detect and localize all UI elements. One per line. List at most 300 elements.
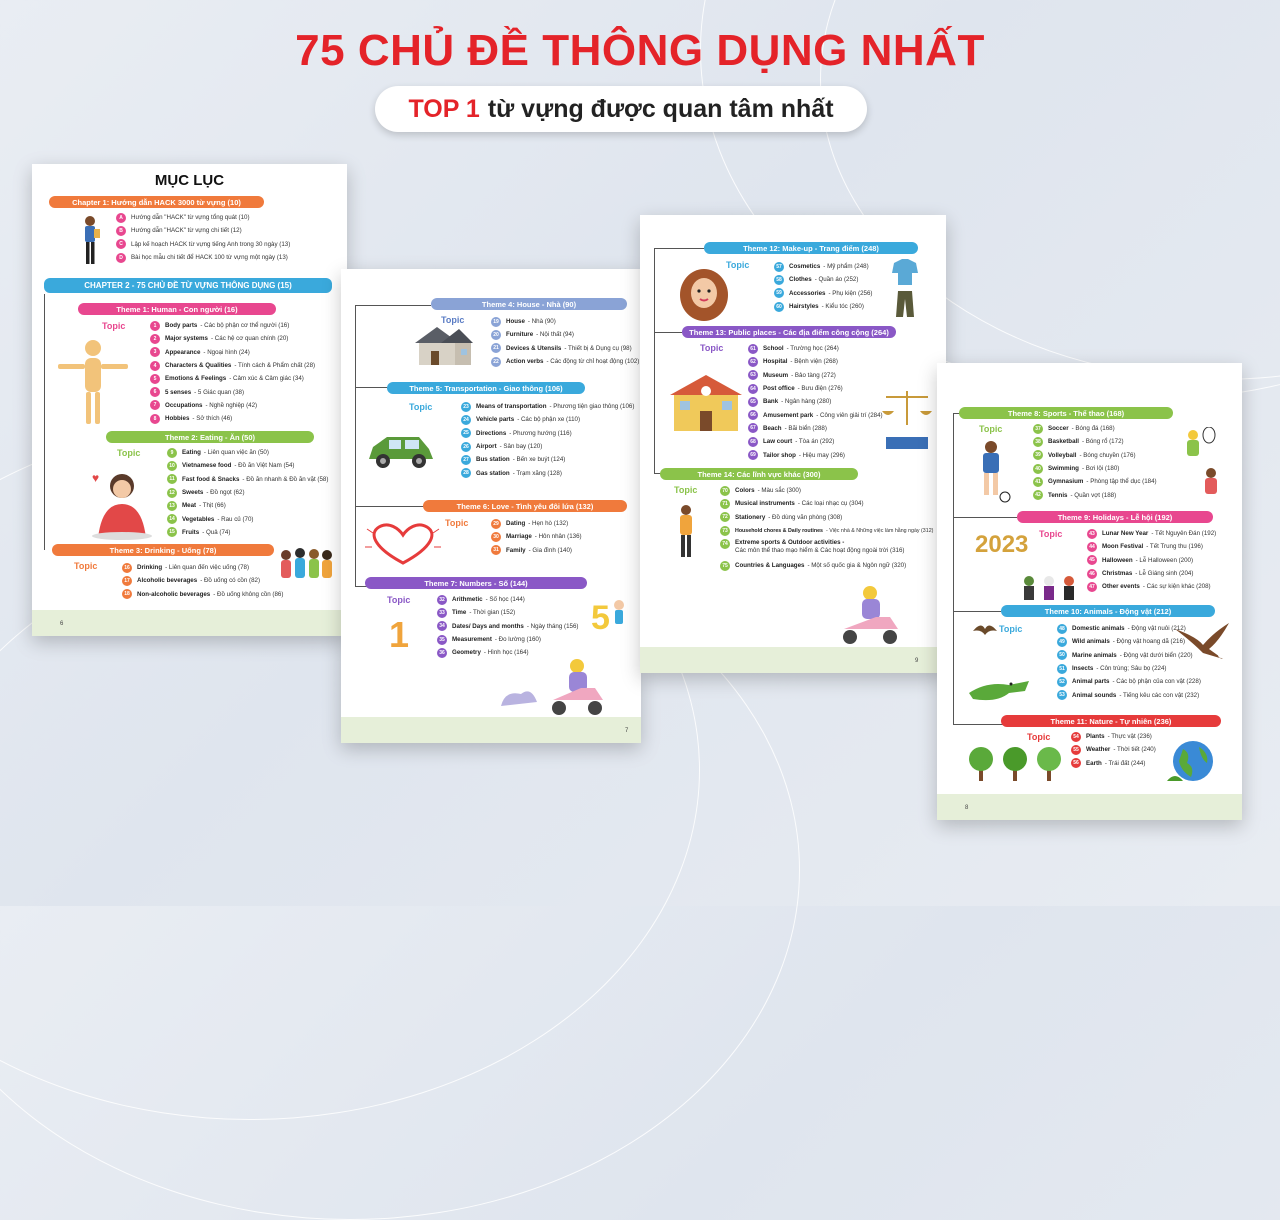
topic-item[interactable] <box>122 574 283 587</box>
page-title: 75 CHỦ ĐỀ THÔNG DỤNG NHẤT <box>295 26 985 75</box>
item-number-badge: 34 <box>437 621 447 631</box>
item-number-badge: 5 <box>150 374 160 384</box>
topic-item[interactable] <box>122 588 283 601</box>
chapter1-item[interactable] <box>116 251 290 264</box>
topic-label: Topic <box>441 315 465 325</box>
item-desc: - Tết Trung thu (196) <box>1146 543 1203 551</box>
topic-item[interactable] <box>1057 688 1201 701</box>
chapter1-header: Chapter 1: Hướng dẫn HACK 3000 từ vựng (10) <box>49 196 264 208</box>
topic-item[interactable] <box>491 355 639 368</box>
item-title: Cosmetics <box>789 263 821 271</box>
earth-globe-illustration <box>1165 737 1217 787</box>
topic-item[interactable] <box>1033 422 1157 435</box>
school-building-illustration <box>668 373 744 435</box>
item-desc: - Bưu điện (276) <box>797 385 843 393</box>
item-desc: - Tính cách & Phẩm chất (28) <box>234 362 316 370</box>
item-number-badge: 69 <box>748 450 758 460</box>
item-title: Law court <box>763 438 793 446</box>
topic-item[interactable] <box>150 412 315 425</box>
item-title: Earth <box>1086 759 1102 767</box>
item-number-badge: 20 <box>491 330 501 340</box>
item-title: Action verbs <box>506 358 544 366</box>
item-desc: - Thiết bị & Dụng cụ (98) <box>564 344 632 352</box>
chapter1-item[interactable] <box>116 238 290 251</box>
topic-item[interactable] <box>150 346 315 359</box>
student-illustration <box>78 214 102 270</box>
item-number-badge: 26 <box>461 442 471 452</box>
clothes-illustration <box>890 259 920 319</box>
topic-label: Topic <box>1039 529 1063 539</box>
topic-item[interactable] <box>774 287 873 300</box>
item-desc: - Các hệ cơ quan chính (20) <box>211 335 289 343</box>
item-number-badge: 70 <box>720 486 730 496</box>
item-desc: - Hôn nhân (136) <box>534 533 582 541</box>
item-desc: - Bơi lội (180) <box>1081 465 1120 473</box>
item-title: Tailor shop <box>763 451 796 459</box>
item-desc: - Côn trùng; Sâu bọ (224) <box>1096 665 1167 673</box>
topic-item[interactable] <box>748 448 883 461</box>
item-title: Halloween <box>1102 556 1133 564</box>
topic-label: Topic <box>999 624 1023 634</box>
item-title: Christmas <box>1102 570 1133 578</box>
number-five-illustration <box>589 595 629 635</box>
law-scale-illustration <box>880 385 934 451</box>
item-desc: - Phụ kiện (256) <box>828 289 873 297</box>
topic-label: Topic <box>1027 732 1051 742</box>
item-desc: - Bến xe buýt (124) <box>512 456 566 464</box>
topic-item[interactable] <box>1087 554 1216 567</box>
item-title: Alcoholic beverages <box>137 577 198 585</box>
item-desc: - Quần vợt (188) <box>1070 491 1117 499</box>
item-title: Extreme sports & Outdoor activities - <box>735 539 845 547</box>
item-desc: - Đồ ăn nhanh & Đồ ăn vặt (58) <box>242 475 329 483</box>
item-desc: - Bảo tàng (272) <box>791 371 836 379</box>
topic-item[interactable] <box>461 413 634 426</box>
theme11-header: Theme 11: Nature - Tự nhiên (236) <box>1001 715 1221 727</box>
theme2-list <box>167 446 328 539</box>
topic-item[interactable] <box>150 372 315 385</box>
item-text: Bài học mẫu chi tiết để HACK 100 từ vựng một ngày (13) <box>131 254 288 262</box>
item-number-badge: 73 <box>720 526 730 536</box>
theme9-list <box>1087 527 1216 593</box>
topic-item[interactable] <box>748 369 883 382</box>
theme1-header: Theme 1: Human - Con người (16) <box>78 303 276 315</box>
car-illustration <box>365 429 437 473</box>
item-desc: - Tòa án (292) <box>795 438 835 446</box>
item-title: Family <box>506 546 526 554</box>
item-title: Stationery <box>735 513 766 521</box>
book-page-8 <box>937 363 1242 820</box>
tree-line <box>654 332 682 333</box>
item-number-badge: 56 <box>1071 758 1081 768</box>
item-title: Hospital <box>763 358 788 366</box>
tree-line <box>355 305 431 306</box>
item-title: Directions <box>476 429 507 437</box>
item-desc: - Các bộ phận cơ thể người (16) <box>200 322 290 330</box>
topic-item[interactable] <box>720 511 933 524</box>
theme5-header: Theme 5: Transportation - Giao thông (106) <box>387 382 585 394</box>
theme8-list <box>1033 422 1157 502</box>
scooter-rider-illustration <box>491 654 611 718</box>
item-number-badge: 44 <box>1087 542 1097 552</box>
page-footer <box>640 647 946 673</box>
item-title: Colors <box>735 487 755 495</box>
topic-item[interactable] <box>167 486 328 499</box>
item-desc: - Các loại nhạc cụ (304) <box>797 500 864 508</box>
subtitle-pill <box>375 86 867 132</box>
topic-item[interactable] <box>150 359 315 372</box>
item-number-badge: C <box>116 239 126 249</box>
page-footer <box>937 794 1242 820</box>
item-title: Clothes <box>789 276 812 284</box>
item-number-badge: 58 <box>774 275 784 285</box>
item-desc: - Việc nhà & Những việc làm hằng ngày (312) <box>826 527 934 534</box>
topic-item[interactable] <box>1087 527 1216 540</box>
topic-item[interactable] <box>167 499 328 512</box>
topic-item[interactable] <box>491 517 582 530</box>
item-title: Beach <box>763 424 782 432</box>
item-desc: - Số học (144) <box>485 596 525 604</box>
page-footer <box>341 717 641 743</box>
topic-item[interactable] <box>1087 540 1216 553</box>
item-number-badge: 65 <box>748 397 758 407</box>
item-title: Emotions & Feelings <box>165 375 227 383</box>
item-desc: - Liên quan đến việc uống (78) <box>165 564 250 572</box>
item-title: Arithmetic <box>452 596 483 604</box>
item-desc: - Bãi biển (288) <box>784 424 827 432</box>
topic-item[interactable] <box>1033 435 1157 448</box>
topic-item[interactable] <box>1071 743 1156 756</box>
topic-item[interactable] <box>491 544 582 557</box>
topic-item[interactable] <box>1057 662 1201 675</box>
topic-label: Topic <box>726 260 750 270</box>
item-number-badge: 11 <box>167 474 177 484</box>
theme4-header: Theme 4: House - Nhà (90) <box>431 298 627 310</box>
topic-item[interactable] <box>720 524 933 537</box>
item-number-badge: 45 <box>1087 555 1097 565</box>
item-number-badge: 47 <box>1087 582 1097 592</box>
item-number-badge: 25 <box>461 428 471 438</box>
item-desc: - Đồ ngọt (62) <box>206 489 245 497</box>
topic-item[interactable] <box>461 453 634 466</box>
topic-item[interactable] <box>167 526 328 539</box>
soccer-player-illustration <box>971 439 1011 503</box>
topic-item[interactable] <box>437 593 578 606</box>
item-desc: - Lễ Halloween (200) <box>1135 556 1194 564</box>
topic-item[interactable] <box>748 395 883 408</box>
item-desc: - Phòng tập thể dục (184) <box>1086 478 1157 486</box>
item-title: Occupations <box>165 401 203 409</box>
item-desc: - Đồ uống có cồn (82) <box>200 577 261 585</box>
topic-item[interactable] <box>437 620 578 633</box>
topic-label: Topic <box>700 343 724 353</box>
book-page-9 <box>640 215 946 673</box>
item-desc: - Ngoại hình (24) <box>203 348 250 356</box>
tennis-kids-illustration <box>1177 427 1229 503</box>
topic-item[interactable] <box>167 459 328 472</box>
item-title: Post office <box>763 385 795 393</box>
item-number-badge: 74 <box>720 539 730 549</box>
item-number-badge: 3 <box>150 347 160 357</box>
topic-item[interactable] <box>720 559 933 572</box>
item-desc: - Thời gian (152) <box>469 609 516 617</box>
topic-item[interactable] <box>491 315 639 328</box>
item-desc: - Các bộ phận xe (110) <box>517 416 581 424</box>
item-number-badge: 55 <box>1071 745 1081 755</box>
item-number-badge: 28 <box>461 468 471 478</box>
item-number-badge: 21 <box>491 343 501 353</box>
item-number-badge: 60 <box>774 302 784 312</box>
item-number-badge: 33 <box>437 608 447 618</box>
item-number-badge: 57 <box>774 262 784 272</box>
item-number-badge: 40 <box>1033 464 1043 474</box>
item-desc: - Bóng đá (168) <box>1071 425 1115 433</box>
item-desc: - Hẹn hò (132) <box>528 520 569 528</box>
item-title: Marriage <box>506 533 532 541</box>
tree-line <box>953 517 1017 518</box>
heart-illustration <box>363 519 443 567</box>
topic-item[interactable] <box>1071 730 1156 743</box>
item-desc: - Kiểu tóc (260) <box>821 303 864 311</box>
item-number-badge: 1 <box>150 321 160 331</box>
topic-item[interactable] <box>1033 449 1157 462</box>
topic-item[interactable] <box>122 561 283 574</box>
person-illustration <box>672 503 700 561</box>
topic-item[interactable] <box>1071 757 1156 770</box>
topic-item[interactable] <box>720 537 933 559</box>
topic-item[interactable] <box>461 400 634 413</box>
item-desc: - Quả (74) <box>202 528 231 536</box>
page-number: 9 <box>915 658 919 664</box>
topic-item[interactable] <box>1087 580 1216 593</box>
topic-item[interactable] <box>1033 475 1157 488</box>
item-title: Means of transportation <box>476 403 547 411</box>
item-title: School <box>763 345 784 353</box>
item-number-badge: 6 <box>150 387 160 397</box>
item-number-badge: 39 <box>1033 450 1043 460</box>
item-number-badge: 71 <box>720 499 730 509</box>
item-number-badge: 16 <box>122 563 132 573</box>
item-desc: - 5 Giác quan (38) <box>194 388 245 396</box>
topic-item[interactable] <box>461 427 634 440</box>
item-desc: - Động vật hoang dã (216) <box>1112 638 1186 646</box>
item-desc: - Thực vật (236) <box>1107 733 1152 741</box>
item-text: Hướng dẫn "HACK" từ vựng tổng quát (10) <box>131 214 250 222</box>
topic-item[interactable] <box>1057 675 1201 688</box>
topic-item[interactable] <box>461 440 634 453</box>
item-title: Museum <box>763 371 789 379</box>
topic-label: Topic <box>979 424 1003 434</box>
topic-item[interactable] <box>748 408 883 421</box>
item-title: Vietnamese food <box>182 462 232 470</box>
chapter1-item[interactable] <box>116 224 290 237</box>
item-desc: - Phương hướng (116) <box>509 429 572 437</box>
topic-item[interactable] <box>748 382 883 395</box>
item-title: Geometry <box>452 649 481 657</box>
theme13-list <box>748 342 883 462</box>
topic-item[interactable] <box>1033 462 1157 475</box>
book-page-6 <box>32 164 347 636</box>
item-title: Dating <box>506 520 526 528</box>
item-number-badge: 63 <box>748 370 758 380</box>
item-number-badge: D <box>116 253 126 263</box>
item-desc: - Lễ Giáng sinh (204) <box>1135 570 1194 578</box>
theme9-header: Theme 9: Holidays - Lễ hội (192) <box>1017 511 1213 523</box>
subtitle-highlight: TOP 1 <box>408 94 480 123</box>
topic-item[interactable] <box>720 497 933 510</box>
topic-label: Topic <box>74 561 98 571</box>
item-desc: - Hình học (164) <box>483 649 529 657</box>
item-title: Furniture <box>506 331 534 339</box>
topic-item[interactable] <box>461 466 634 479</box>
topic-item[interactable] <box>748 435 883 448</box>
theme6-header: Theme 6: Love - Tình yêu đôi lứa (132) <box>423 500 627 512</box>
topic-item[interactable] <box>491 530 582 543</box>
topic-item[interactable] <box>437 606 578 619</box>
theme1-list <box>150 319 315 425</box>
item-desc: - Nhà (90) <box>527 318 556 326</box>
item-number-badge: 10 <box>167 461 177 471</box>
item-title: Vegetables <box>182 515 215 523</box>
item-desc: - Trái đất (244) <box>1104 759 1146 767</box>
item-title: Countries & Languages <box>735 562 805 570</box>
woman-face-illustration <box>678 267 730 323</box>
item-number-badge: 7 <box>150 400 160 410</box>
topic-item[interactable] <box>150 385 315 398</box>
item-number-badge: 32 <box>437 595 447 605</box>
item-desc: - Tết Nguyên Đán (192) <box>1151 530 1217 538</box>
item-title: Animal sounds <box>1072 691 1117 699</box>
item-title: Gymnasium <box>1048 478 1084 486</box>
item-desc: - Đồ dùng văn phòng (308) <box>768 513 843 521</box>
item-number-badge: 23 <box>461 402 471 412</box>
page-number: 8 <box>965 805 969 811</box>
item-title: Swimming <box>1048 465 1079 473</box>
theme4-list <box>491 315 639 368</box>
item-desc: - Nội thất (94) <box>536 331 574 339</box>
topic-item[interactable] <box>748 342 883 355</box>
item-desc: - Trạm xăng (128) <box>512 469 562 477</box>
topic-item[interactable] <box>1087 567 1216 580</box>
item-number-badge: 59 <box>774 288 784 298</box>
item-title: Characters & Qualities <box>165 362 232 370</box>
item-title: House <box>506 318 525 326</box>
item-number-badge: 27 <box>461 455 471 465</box>
topic-item[interactable] <box>774 273 873 286</box>
item-title: Major systems <box>165 335 208 343</box>
item-number-badge: 51 <box>1057 664 1067 674</box>
item-title: Hobbies <box>165 415 190 423</box>
item-desc: - Hiệu may (296) <box>798 451 845 459</box>
item-title: Musical instruments <box>735 500 795 508</box>
eating-girl-illustration <box>84 464 154 540</box>
topic-item[interactable] <box>774 300 873 313</box>
item-title: Marine animals <box>1072 651 1117 659</box>
topic-item[interactable] <box>167 473 328 486</box>
item-title: Bank <box>763 398 779 406</box>
item-number-badge: 9 <box>167 448 177 458</box>
item-number-badge: 49 <box>1057 637 1067 647</box>
item-title: 5 senses <box>165 388 192 396</box>
item-desc: - Một số quốc gia & Ngôn ngữ (320) <box>807 562 907 570</box>
topic-item[interactable] <box>150 332 315 345</box>
item-title: Time <box>452 609 467 617</box>
item-two-line <box>735 539 905 555</box>
item-number-badge: 14 <box>167 514 177 524</box>
item-desc: - Động vật nuôi (212) <box>1127 625 1186 633</box>
item-number-badge: 46 <box>1087 569 1097 579</box>
item-title: Plants <box>1086 733 1105 741</box>
item-number-badge: B <box>116 226 126 236</box>
topic-item[interactable] <box>491 342 639 355</box>
trees-illustration <box>967 741 1063 783</box>
theme7-list <box>437 593 578 659</box>
topic-item[interactable] <box>167 512 328 525</box>
topic-item[interactable] <box>150 319 315 332</box>
item-title: Soccer <box>1048 425 1069 433</box>
page-number: 7 <box>625 728 629 734</box>
subtitle-text: từ vựng được quan tâm nhất <box>487 94 834 123</box>
item-title: Dates/ Days and months <box>452 622 524 630</box>
topic-item[interactable] <box>167 446 328 459</box>
item-desc: - Trường học (264) <box>786 345 839 353</box>
item-number-badge: 38 <box>1033 437 1043 447</box>
chapter1-item[interactable] <box>116 211 290 224</box>
svg-text:1: 1 <box>389 614 410 651</box>
topic-label: Topic <box>117 448 141 458</box>
topic-item[interactable] <box>748 422 883 435</box>
tree-line <box>953 611 1001 612</box>
item-title: Tennis <box>1048 491 1068 499</box>
item-number-badge: 66 <box>748 410 758 420</box>
theme10-header: Theme 10: Animals - Động vật (212) <box>1001 605 1215 617</box>
topic-item[interactable] <box>437 633 578 646</box>
item-desc: - Các bộ phận của con vật (228) <box>1112 678 1201 686</box>
human-body-illustration <box>52 336 134 428</box>
item-title: Other events <box>1102 583 1140 591</box>
svg-text:♥: ♥ <box>92 471 100 485</box>
topic-item[interactable] <box>720 484 933 497</box>
item-number-badge: 41 <box>1033 477 1043 487</box>
topic-item[interactable] <box>774 260 873 273</box>
item-desc: - Đồ uống không cồn (86) <box>213 590 284 598</box>
theme3-header: Theme 3: Drinking - Uống (78) <box>52 544 274 556</box>
topic-item[interactable] <box>491 328 639 341</box>
item-number-badge: 54 <box>1071 732 1081 742</box>
topic-item[interactable] <box>1033 488 1157 501</box>
topic-item[interactable] <box>748 355 883 368</box>
item-title: Gas station <box>476 469 510 477</box>
item-title: Household chores & Daily routines <box>735 527 824 534</box>
item-number-badge: A <box>116 213 126 223</box>
item-number-badge: 64 <box>748 384 758 394</box>
scooter-rider-illustration <box>826 581 908 649</box>
topic-item[interactable] <box>150 399 315 412</box>
item-desc: - Bệnh viện (268) <box>790 358 838 366</box>
item-number-badge: 67 <box>748 423 758 433</box>
item-desc: - Gia đình (140) <box>528 546 572 554</box>
item-desc: - Ngày tháng (156) <box>526 622 579 630</box>
item-desc: - Quần áo (252) <box>814 276 859 284</box>
item-number-badge: 18 <box>122 589 132 599</box>
item-desc: - Tiếng kêu các con vật (232) <box>1119 691 1200 699</box>
item-desc: - Mỹ phẩm (248) <box>823 263 869 271</box>
item-number-badge: 22 <box>491 357 501 367</box>
number-one-illustration <box>381 611 417 651</box>
tree-line <box>654 248 704 249</box>
item-number-badge: 4 <box>150 361 160 371</box>
item-desc: - Liên quan việc ăn (50) <box>203 449 269 457</box>
